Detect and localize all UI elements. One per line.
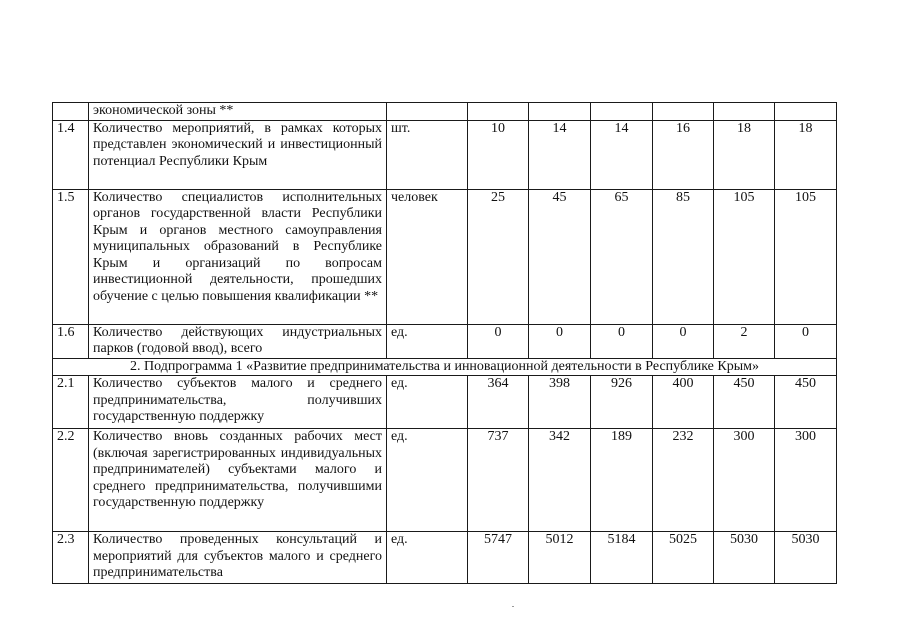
table-row [53,429,837,532]
indicator-name: Количество проведенных консультаций и мероприятий для субъектов малого и среднего предпринимательства [89,532,387,584]
table-row [53,324,837,358]
value-cell: 10 [468,120,529,189]
scan-speck [512,606,514,607]
value-cell: 926 [591,376,653,429]
value-cell-empty [591,103,653,121]
value-cell: 232 [653,429,714,532]
indicator-name: Количество специалистов исполнительных органов государственной власти Республики Крым и органов местного самоуправления муниципальных образований в Республике Крым и организаций по вопросам инвестиционной деятельности, прошедших обучение с целью повышения квалификации ** [89,189,387,324]
value-cell-empty [775,103,837,121]
value-cell: 398 [529,376,591,429]
value-cell: 85 [653,189,714,324]
table-row [53,120,837,189]
row-number: 2.3 [53,532,89,584]
value-cell: 25 [468,189,529,324]
value-cell: 0 [529,324,591,358]
unit-cell-empty [387,103,468,121]
value-cell-empty [529,103,591,121]
row-number: 1.4 [53,120,89,189]
value-cell: 18 [775,120,837,189]
value-cell: 300 [714,429,775,532]
value-cell: 5012 [529,532,591,584]
row-number: 2.2 [53,429,89,532]
value-cell: 45 [529,189,591,324]
value-cell: 300 [775,429,837,532]
unit-cell: ед. [387,429,468,532]
value-cell: 0 [653,324,714,358]
indicator-name: Количество вновь созданных рабочих мест (включая зарегистрированных индивидуальных предпринимателей) субъектами малого и среднего предпринимательства, получившими государственную поддержку [89,429,387,532]
unit-cell: человек [387,189,468,324]
table-row [53,189,837,324]
row-number: 1.5 [53,189,89,324]
unit-cell: ед. [387,324,468,358]
value-cell: 0 [775,324,837,358]
section-2-rows [53,376,837,584]
value-cell: 5025 [653,532,714,584]
indicators-table [52,102,837,584]
value-cell: 364 [468,376,529,429]
table-row [53,532,837,584]
value-cell: 105 [714,189,775,324]
subprogram-heading: 2. Подпрограмма 1 «Развитие предпринимательства и инновационной деятельности в Республике Крым» [53,358,837,376]
value-cell: 450 [775,376,837,429]
table-row-continuation [53,103,837,121]
subprogram-row [53,358,837,376]
row-number: 2.1 [53,376,89,429]
unit-cell: ед. [387,532,468,584]
value-cell: 105 [775,189,837,324]
value-cell: 5184 [591,532,653,584]
value-cell: 450 [714,376,775,429]
value-cell: 5030 [714,532,775,584]
row-number: 1.6 [53,324,89,358]
value-cell: 0 [468,324,529,358]
value-cell: 5747 [468,532,529,584]
unit-cell: шт. [387,120,468,189]
value-cell-empty [714,103,775,121]
value-cell: 342 [529,429,591,532]
value-cell-empty [653,103,714,121]
value-cell: 737 [468,429,529,532]
value-cell-empty [468,103,529,121]
value-cell: 0 [591,324,653,358]
indicator-name: Количество мероприятий, в рамках которых представлен экономический и инвестиционный потенциал Республики Крым [89,120,387,189]
value-cell: 65 [591,189,653,324]
value-cell: 14 [591,120,653,189]
row-number [53,103,89,121]
indicator-name: Количество субъектов малого и среднего предпринимательства, получивших государственную поддержку [89,376,387,429]
value-cell: 18 [714,120,775,189]
indicator-name: экономической зоны ** [89,103,387,121]
section-1-rows [53,120,837,358]
unit-cell: ед. [387,376,468,429]
value-cell: 5030 [775,532,837,584]
value-cell: 14 [529,120,591,189]
table-row [53,376,837,429]
value-cell: 2 [714,324,775,358]
value-cell: 189 [591,429,653,532]
value-cell: 16 [653,120,714,189]
value-cell: 400 [653,376,714,429]
indicator-name: Количество действующих индустриальных парков (годовой ввод), всего [89,324,387,358]
